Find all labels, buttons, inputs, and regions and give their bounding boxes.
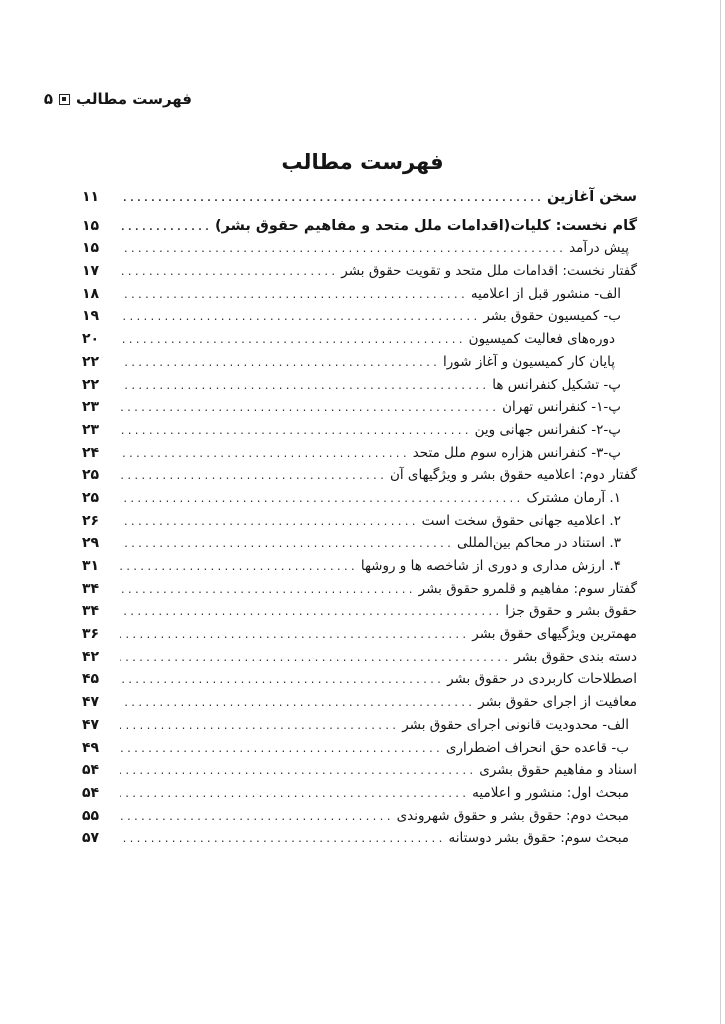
toc-entry-page-number: ۳۴ bbox=[82, 580, 100, 597]
dot-leader bbox=[120, 381, 488, 392]
toc-entry bbox=[82, 535, 637, 558]
dot-leader bbox=[120, 267, 337, 278]
table-of-contents bbox=[82, 189, 637, 853]
toc-entry bbox=[82, 785, 637, 808]
toc-entry-page-number: ۴۲ bbox=[82, 648, 100, 665]
toc-entry-page-number: ۵۷ bbox=[82, 830, 100, 847]
dot-leader bbox=[120, 471, 386, 482]
toc-entry-page-number: ۲۲ bbox=[82, 376, 100, 393]
toc-entry-page-number: ۲۹ bbox=[82, 535, 100, 552]
dot-leader bbox=[120, 562, 357, 573]
toc-entry-page-number: ۳۴ bbox=[82, 603, 100, 620]
running-head-page-number: ۵ bbox=[43, 90, 54, 108]
toc-entry-title: ۲. اعلامیه جهانی حقوق سخت است bbox=[421, 512, 621, 529]
dot-leader bbox=[120, 290, 467, 301]
dot-leader bbox=[120, 698, 474, 709]
dot-leader bbox=[120, 766, 475, 777]
toc-entry-title: گام نخست: کلیات(اقدامات ملل متحد و مفاهیم حقوق بشر) bbox=[215, 217, 637, 234]
dot-leader bbox=[120, 812, 393, 823]
toc-entry bbox=[82, 740, 637, 763]
dot-leader bbox=[120, 630, 468, 641]
toc-entry bbox=[82, 808, 637, 831]
toc-entry bbox=[82, 694, 637, 717]
dot-leader bbox=[120, 721, 398, 732]
dot-leader bbox=[120, 744, 442, 755]
dot-leader bbox=[120, 607, 501, 618]
toc-entry-title: پیش درآمد bbox=[569, 240, 629, 257]
dot-leader bbox=[120, 517, 418, 528]
dot-leader bbox=[120, 193, 543, 204]
dot-leader bbox=[120, 312, 479, 323]
toc-entry bbox=[82, 626, 637, 649]
page-title: فهرست مطالب bbox=[281, 150, 444, 174]
square-ornament-icon bbox=[59, 94, 70, 105]
toc-entry-page-number: ۵۵ bbox=[82, 807, 100, 824]
toc-entry bbox=[82, 671, 637, 694]
toc-entry bbox=[82, 445, 637, 468]
toc-entry bbox=[82, 308, 637, 331]
toc-entry-title: اسناد و مفاهیم حقوق بشری bbox=[479, 762, 637, 779]
toc-entry-page-number: ۱۸ bbox=[82, 285, 100, 302]
toc-entry-title: دسته بندی حقوق بشر bbox=[514, 648, 637, 665]
toc-entry-page-number: ۳۱ bbox=[82, 558, 100, 574]
toc-entry bbox=[82, 422, 637, 445]
toc-entry-title: پ-۱- کنفرانس تهران bbox=[502, 399, 621, 416]
toc-entry-title: الف- منشور قبل از اعلامیه bbox=[470, 285, 621, 302]
toc-entry-title: مبحث سوم: حقوق بشر دوستانه bbox=[448, 830, 629, 847]
toc-entry-page-number: ۴۵ bbox=[82, 671, 100, 688]
toc-entry bbox=[82, 717, 637, 740]
toc-entry-page-number: ۱۹ bbox=[82, 308, 100, 325]
dot-leader bbox=[120, 449, 409, 460]
toc-entry-title: الف- محدودیت قانونی اجرای حقوق بشر bbox=[402, 716, 629, 733]
toc-entry-page-number: ۴۷ bbox=[82, 716, 100, 733]
toc-entry-title: ب- کمیسیون حقوق بشر bbox=[483, 308, 621, 325]
toc-entry-page-number: ۲۰ bbox=[82, 331, 100, 348]
toc-entry-page-number: ۴۹ bbox=[82, 739, 100, 756]
dot-leader bbox=[120, 494, 522, 505]
dot-leader bbox=[120, 653, 510, 664]
toc-entry-title: گفتار سوم: مفاهیم و قلمرو حقوق بشر bbox=[418, 580, 637, 597]
toc-entry bbox=[82, 286, 637, 309]
toc-entry-title: حقوق بشر و حقوق جزا bbox=[505, 603, 637, 620]
dot-leader bbox=[120, 335, 465, 346]
dot-leader bbox=[120, 834, 444, 845]
toc-entry-title: گفتار دوم: اعلامیه حقوق بشر و ویژگیهای آن bbox=[389, 467, 637, 484]
toc-entry-page-number: ۴۷ bbox=[82, 694, 100, 711]
toc-entry-page-number: ۱۷ bbox=[82, 263, 100, 280]
toc-entry-title: معافیت از اجرای حقوق بشر bbox=[478, 694, 637, 711]
toc-entry bbox=[82, 762, 637, 785]
toc-entry-page-number: ۲۴ bbox=[82, 444, 100, 461]
dot-leader bbox=[120, 675, 443, 686]
dot-leader bbox=[120, 789, 468, 800]
toc-entry bbox=[82, 218, 637, 241]
dot-leader bbox=[120, 426, 471, 437]
toc-entry-title: سخن آغازین bbox=[547, 189, 637, 205]
toc-entry-page-number: ۲۳ bbox=[82, 421, 100, 438]
toc-entry-page-number: ۱۵ bbox=[82, 240, 100, 257]
toc-entry bbox=[82, 263, 637, 286]
toc-entry-title: اصطلاحات کاربردی در حقوق بشر bbox=[447, 671, 637, 688]
toc-entry bbox=[82, 490, 637, 513]
toc-entry bbox=[82, 581, 637, 604]
dot-leader bbox=[120, 358, 439, 369]
toc-entry-title: گفتار نخست: اقدامات ملل متحد و تقویت حقوق بشر bbox=[341, 263, 637, 280]
toc-entry-page-number: ۱۵ bbox=[82, 217, 100, 234]
toc-entry-page-number: ۲۶ bbox=[82, 512, 100, 529]
toc-entry bbox=[82, 377, 637, 400]
toc-entry-title: ۱. آرمان مشترک bbox=[526, 489, 621, 506]
toc-entry bbox=[82, 649, 637, 672]
dot-leader bbox=[120, 585, 415, 596]
toc-entry-title: پایان کار کمیسیون و آغاز شورا bbox=[443, 353, 615, 370]
toc-entry-page-number: ۲۵ bbox=[82, 467, 100, 484]
toc-entry-page-number: ۲۵ bbox=[82, 489, 100, 506]
dot-leader bbox=[120, 222, 211, 233]
toc-entry-page-number: ۲۲ bbox=[82, 353, 100, 370]
toc-entry-title: ۴. ارزش مداری و دوری از شاخصه ها و روشها bbox=[360, 558, 621, 574]
toc-entry bbox=[82, 467, 637, 490]
toc-entry-title: مبحث دوم: حقوق بشر و حقوق شهروندی bbox=[396, 807, 629, 824]
toc-entry-page-number: ۳۶ bbox=[82, 626, 100, 643]
toc-entry-title: مبحث اول: منشور و اعلامیه bbox=[472, 784, 629, 801]
dot-leader bbox=[120, 539, 453, 550]
dot-leader bbox=[120, 244, 565, 255]
toc-entry-page-number: ۲۳ bbox=[82, 399, 100, 416]
toc-entry bbox=[82, 331, 637, 354]
toc-entry bbox=[82, 603, 637, 626]
toc-entry-page-number: ۵۴ bbox=[82, 762, 100, 779]
running-head bbox=[44, 90, 192, 108]
toc-entry-title: ۳. استناد در محاکم بین‌المللی bbox=[456, 535, 621, 552]
toc-entry bbox=[82, 513, 637, 536]
toc-entry-title: دوره‌های فعالیت کمیسیون bbox=[468, 331, 615, 348]
toc-entry bbox=[82, 830, 637, 853]
running-head-title: فهرست مطالب bbox=[76, 90, 192, 108]
toc-entry-title: پ-۳- کنفرانس هزاره سوم ملل متحد bbox=[412, 444, 621, 461]
toc-entry bbox=[82, 558, 637, 581]
toc-entry-title: پ-۲- کنفرانس جهانی وین bbox=[474, 421, 621, 438]
toc-entry-title: پ- تشکیل کنفرانس ها bbox=[492, 376, 621, 393]
toc-entry-title: مهمترین ویژگیهای حقوق بشر bbox=[472, 626, 637, 643]
toc-entry-page-number: ۱۱ bbox=[82, 189, 100, 205]
toc-entry bbox=[82, 354, 637, 377]
dot-leader bbox=[120, 403, 498, 414]
toc-entry-page-number: ۵۴ bbox=[82, 784, 100, 801]
toc-entry bbox=[82, 189, 637, 212]
toc-entry-title: ب- قاعده حق انحراف اضطراری bbox=[445, 739, 629, 756]
toc-entry bbox=[82, 399, 637, 422]
toc-entry bbox=[82, 240, 637, 263]
